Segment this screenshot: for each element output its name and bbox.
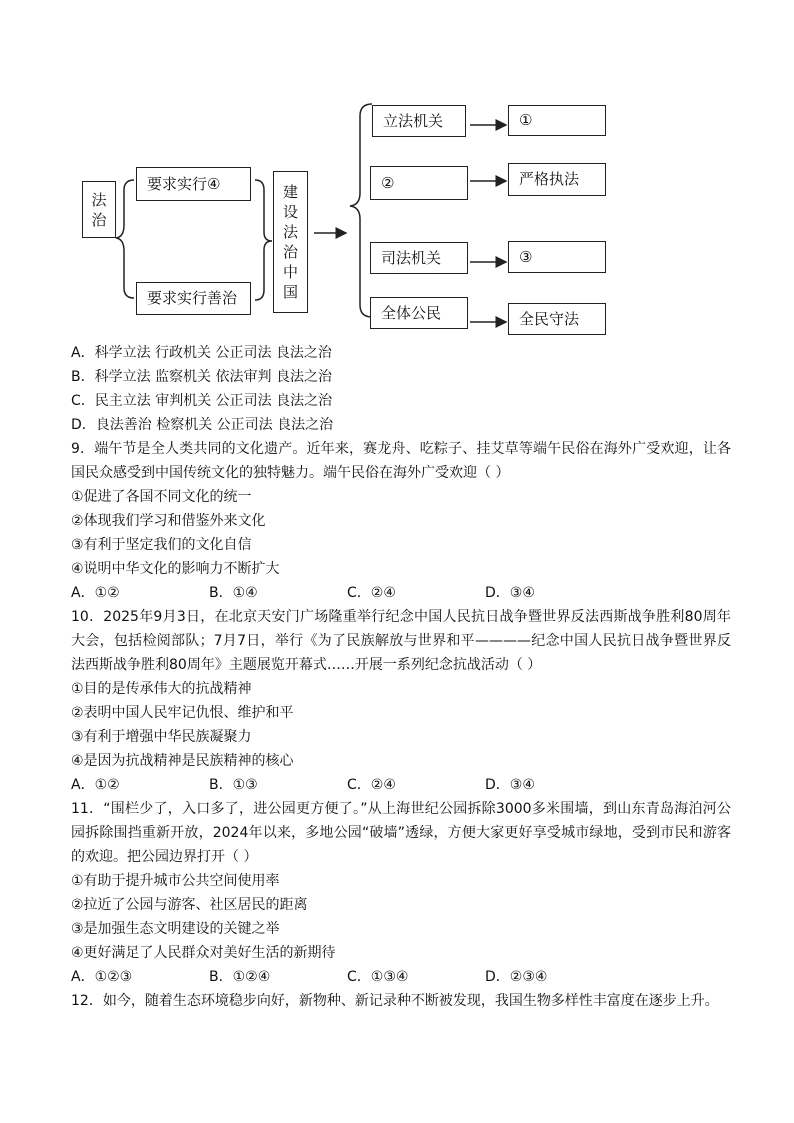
q11-item-3: ③是加强生态文明建设的关键之举 (71, 921, 280, 937)
q10-option-c: C．②④ (347, 777, 396, 793)
fazhi-char-1: 法 (91, 190, 107, 209)
q9-option-c: C．②④ (347, 585, 396, 601)
row4-right-box: 全民守法 (508, 303, 606, 335)
fazhi-box (82, 181, 116, 238)
q10-item-2: ②表明中国人民牢记仇恨、维护和平 (71, 705, 294, 721)
row3-right-box: ③ (508, 241, 606, 273)
q11-item-4: ④更好满足了人民群众对美好生活的新期待 (71, 945, 336, 961)
center-char-2: 设 (282, 203, 298, 221)
center-char-5: 中 (282, 263, 298, 281)
q10-option-a: A．①② (71, 777, 120, 793)
row2-left-box: ② (370, 166, 468, 200)
center-char-3: 法 (282, 223, 298, 241)
middle-brace (255, 180, 272, 300)
q10-option-b: B．①③ (209, 777, 258, 793)
center-char-6: 国 (282, 283, 298, 301)
row1-right-box: ① (508, 105, 606, 136)
q9-item-3: ③有利于坚定我们的文化自信 (71, 537, 252, 553)
row1-left-box: 立法机关 (372, 105, 466, 137)
center-char-4: 治 (282, 243, 298, 261)
q10-option-d: D．③④ (485, 777, 535, 793)
fazhi-char-2: 治 (91, 210, 107, 229)
q9-options (71, 581, 731, 605)
row4-left-box: 全体公民 (370, 297, 468, 329)
q9-option-b: B．①④ (209, 585, 258, 601)
row3-left-box: 司法机关 (370, 242, 468, 274)
q10-item-1: ①目的是传承伟大的抗战精神 (71, 681, 252, 697)
q8-option-c: C．民主立法 审判机关 公正司法 良法之治 (71, 393, 333, 409)
q11-options (71, 965, 731, 989)
q11-item-1: ①有助于提升城市公共空间使用率 (71, 873, 280, 889)
center-char-1: 建 (282, 183, 298, 201)
q11-option-b: B．①②④ (209, 969, 271, 985)
left-bottom-box: 要求实行善治 (136, 282, 251, 315)
q9-item-4: ④说明中华文化的影响力不断扩大 (71, 561, 280, 577)
q10-item-3: ③有利于增强中华民族凝聚力 (71, 729, 252, 745)
q10-item-4: ④是因为抗战精神是民族精神的核心 (71, 753, 294, 769)
q11-option-c: C．①③④ (347, 969, 409, 985)
question-text (71, 341, 731, 1013)
left-brace (116, 180, 134, 298)
q10-options (71, 773, 731, 797)
q11-option-d: D．②③④ (485, 969, 548, 985)
right-brace (350, 104, 372, 317)
q10-stem: 10．2025年9月3日，在北京天安门广场隆重举行纪念中国人民抗日战争暨世界反法西斯战争胜利80周年大会，包括检阅部队；7月7日，举行《为了民族解放与世界和平————纪念中国人民抗日战争暨世界反法西斯战争胜利80周年》主题展览开幕式……开展一系列纪念抗战活动（ ） (71, 609, 731, 673)
q9-item-1: ①促进了各国不同文化的统一 (71, 489, 252, 505)
q11-stem: 11．“围栏少了，入口多了，进公园更方便了。”从上海世纪公园拆除3000多米围墙，到山东青岛海泊河公园拆除围挡重新开放，2024年以来，多地公园“破墙”透绿，方便大家更好享受城市绿地，受到市民和游客的欢迎。把公园边界打开（ ） (71, 801, 731, 865)
q9-stem: 9．端午节是全人类共同的文化遗产。近年来，赛龙舟、吃粽子、挂艾草等端午民俗在海外广受欢迎，让各国民众感受到中国传统文化的独特魅力。端午民俗在海外广受欢迎（ ） (71, 441, 731, 481)
left-top-box: 要求实行④ (136, 167, 251, 201)
q9-option-d: D．③④ (485, 585, 535, 601)
q8-option-b: B．科学立法 监察机关 依法审判 良法之治 (71, 369, 332, 385)
q8-option-a: A．科学立法 行政机关 公正司法 良法之治 (71, 345, 332, 361)
row2-right-box: 严格执法 (508, 163, 606, 196)
q11-item-2: ②拉近了公园与游客、社区居民的距离 (71, 897, 308, 913)
q8-option-d: D．良法善治 检察机关 公正司法 良法之治 (71, 417, 334, 433)
center-box (273, 171, 308, 313)
q12-stem: 12．如今，随着生态环境稳步向好，新物种、新记录种不断被发现，我国生物多样性丰富度在逐步上升。 (71, 993, 719, 1009)
q11-option-a: A．①②③ (71, 969, 133, 985)
q9-option-a: A．①② (71, 585, 120, 601)
q9-item-2: ②体现我们学习和借鉴外来文化 (71, 513, 266, 529)
